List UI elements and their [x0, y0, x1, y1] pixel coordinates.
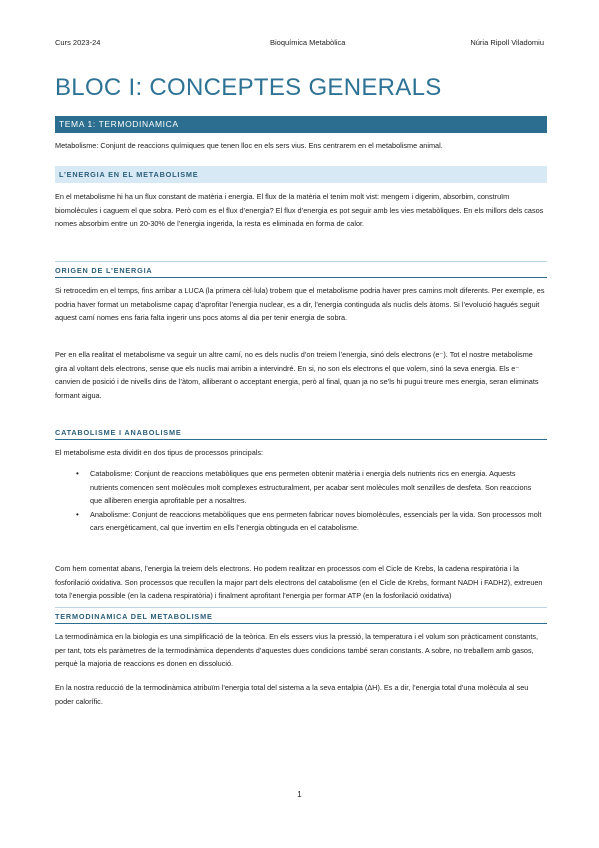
page-title: BLOC I: CONCEPTES GENERALS [55, 74, 442, 101]
paragraph-origen-2: Per en ella realitat el metabolisme va seguir un altre camí, no es dels nuclis d’on treiem l’energia, sinó dels electrons (e⁻). Tot el nostre metabolisme gira al voltant dels electrons, sense que els nuclis mai arribin a intervindré. En si, no son els electrons el que volem, sinó la seva energia. Els e⁻ canvien de posició i de nivells dins de l’àtom, alliberant o acceptant energia, però al final, quan ja no se’ls hi pugui treure mes energia, seran eliminats formant aigua. [55, 350, 539, 400]
tema-heading: TEMA 1: TERMODINAMICA [55, 116, 547, 133]
bullet-text-anabolisme: Anabolisme: Conjunt de reaccions metabòliques que ens permeten fabricar noves biomolècules, essencials per la vida. Son processos molt cars energèticament, cal que invertim en ells l’energia obtinguda en el catabolisme. [90, 509, 542, 532]
header-author: Núria Ripoll Viladomiu [470, 38, 544, 47]
paragraph-catabolisme-intro: El metabolisme esta dividit en dos tipus de processos principals: [55, 448, 264, 457]
section-heading-energia: L’ENERGIA EN EL METABOLISME [55, 166, 547, 183]
paragraph-energia: En el metabolisme hi ha un flux constant de matèria i energia. El flux de la matèria el tenim molt vist: mengem i digerim, absorbim, construïm biomolècules i caguem el que sobra. Però com es el flux d’energia? El flux d’energia es pot seguir amb les vies metabòliques. En els millors dels casos nomes absorbim entre un 20-30% de l’energia ingerida, la resta es eliminada en forma de calor. [55, 192, 544, 228]
list-item [55, 508, 545, 535]
section-heading-origen: ORIGEN DE L’ENERGIA [55, 266, 547, 277]
section-heading-termodinamica: TERMODINAMICA DEL METABOLISME [55, 612, 547, 623]
bullet-list [55, 467, 545, 535]
header-course: Curs 2023-24 [55, 38, 101, 47]
paragraph-origen-1: Si retrocedim en el temps, fins arribar a LUCA (la primera cèl·lula) trobem que el metabolisme podria haver pres camins molt diferents. Per exemple, es podria haver format un metabolisme capaç d’aprofitar l’energia nuclear, es a dir, l’energia continguda als nuclis dels àtoms. Si l’evolució hagués seguit aquest camí nomes ens faria falta ingerir uns pocs atoms al dia per tenir energia de sobra. [55, 286, 545, 322]
bullet-text-catabolisme: Catabolisme: Conjunt de reaccions metabòliques que ens permeten obtenir matèria i energia dels nutrients rics en energia. Aquests nutrients comencen sent molècules molt complexes estructuralment, per acabar sent molècules molt senzilles de desfeta. Son reaccions que alliberen energia aprofitable per a nosaltres. [90, 469, 532, 505]
header-subject: Bioquímica Metabòlica [270, 38, 346, 47]
page-number: 1 [297, 790, 302, 799]
section-heading-catabolisme: CATABOLISME I ANABOLISME [55, 428, 547, 439]
list-item [55, 467, 545, 508]
bullet-icon: • [76, 509, 79, 519]
paragraph-termodinamica-2: En la nostra reducció de la termodinàmica atribuïm l’energia total del sistema a la seva entalpia (ΔH). Es a dir, l’energia total d’una molècula al seu poder calorífic. [55, 683, 529, 706]
paragraph-termodinamica-1: La termodinàmica en la biologia es una simplificació de la teòrica. En els essers vius la pressió, la temperatura i el volum son pràcticament constants, per tant, tots els paràmetres de la termodinàmica dependents d’aquestes dues condicions també seran constants. A sobre, no treballem amb gasos, perquè la majoria de reaccions es donen en dissolució. [55, 632, 539, 668]
bullet-icon: • [76, 469, 79, 478]
intro-paragraph: Metabolisme: Conjunt de reaccions químiques que tenen lloc en els sers vius. Ens centrarem en el metabolisme animal. [55, 141, 443, 150]
paragraph-catabolisme-outro: Com hem comentat abans, l’energia la treiem dels electrons. Ho podem realitzar en processos com el Cicle de Krebs, la cadena respiratòria i la fosforilació oxidativa. Son processos que recullen la major part dels electrons del catabolisme (en el Cicle de Krebs, formant NADH i FADH2), extreuen tota l’energia possible (en la cadena respiratòria) i finalment aprofitant l’energia per formar ATP (en la fosforilació oxidativa) [55, 564, 543, 600]
